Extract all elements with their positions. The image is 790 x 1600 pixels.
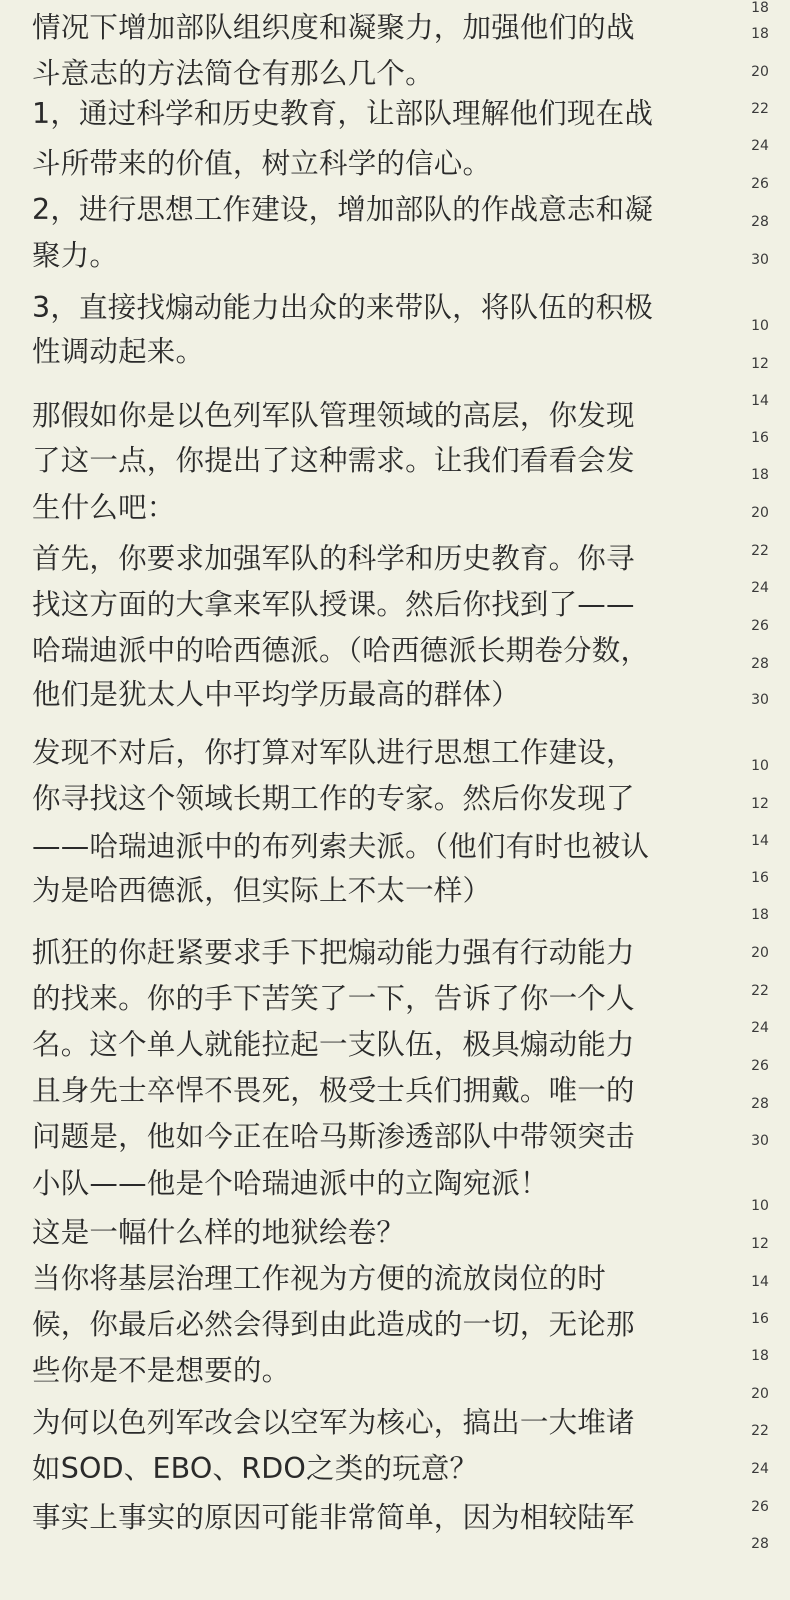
line-number: 28 — [751, 656, 769, 672]
line-number: 10 — [751, 758, 769, 774]
line-number: 10 — [751, 1198, 769, 1214]
line-number: 12 — [751, 356, 769, 372]
line-number: 24 — [751, 1461, 769, 1477]
line-number: 30 — [751, 1133, 769, 1149]
line-number: 30 — [751, 252, 769, 268]
text-line: 斗意志的方法简仓有那么几个。 — [32, 57, 434, 90]
text-line: 找这方面的大拿来军队授课。然后你找到了—— — [32, 588, 635, 621]
text-line: 1，通过科学和历史教育，让部队理解他们现在战 — [32, 97, 654, 130]
line-number: 16 — [751, 1311, 769, 1327]
line-number: 14 — [751, 393, 769, 409]
text-line: 的找来。你的手下苦笑了一下，告诉了你一个人 — [32, 982, 635, 1015]
line-number: 26 — [751, 1058, 769, 1074]
line-number: 28 — [751, 1096, 769, 1112]
line-number: 20 — [751, 505, 769, 521]
line-number: 18 — [751, 1348, 769, 1364]
text-line: 为是哈西德派，但实际上不太一样） — [32, 874, 492, 907]
text-line: 3，直接找煽动能力出众的来带队，将队伍的积极 — [32, 291, 654, 324]
text-line: 他们是犹太人中平均学历最高的群体） — [32, 678, 520, 711]
line-number: 18 — [751, 467, 769, 483]
line-number: 26 — [751, 1499, 769, 1515]
line-number: 20 — [751, 945, 769, 961]
line-number: 28 — [751, 1536, 769, 1552]
line-number: 10 — [751, 318, 769, 334]
text-line: 事实上事实的原因可能非常简单，因为相较陆军 — [32, 1501, 635, 1534]
line-number: 12 — [751, 1236, 769, 1252]
text-line: 哈瑞迪派中的哈西德派。（哈西德派长期卷分数， — [32, 634, 650, 667]
text-line: 如SOD、EBO、RDO之类的玩意？ — [32, 1452, 479, 1485]
text-line: 这是一幅什么样的地狱绘卷？ — [32, 1216, 406, 1249]
text-line: 2，进行思想工作建设，增加部队的作战意志和凝 — [32, 193, 654, 226]
line-number: 20 — [751, 64, 769, 80]
text-line: 斗所带来的价值，树立科学的信心。 — [32, 147, 492, 180]
text-line: 聚力。 — [32, 239, 119, 272]
text-line: 生什么吧： — [32, 491, 176, 524]
text-line: 问题是，他如今正在哈马斯渗透部队中带领突击 — [32, 1120, 635, 1153]
line-number: 28 — [751, 214, 769, 230]
text-line: 了这一点，你提出了这种需求。让我们看看会发 — [32, 444, 635, 477]
text-line: 且身先士卒悍不畏死，极受士兵们拥戴。唯一的 — [32, 1074, 635, 1107]
line-number: 14 — [751, 1274, 769, 1290]
line-number: 26 — [751, 176, 769, 192]
line-number: 18 — [751, 26, 769, 42]
text-line: 为何以色列军改会以空军为核心，搞出一大堆诸 — [32, 1406, 635, 1439]
text-line: 名。这个单人就能拉起一支队伍，极具煽动能力 — [32, 1028, 635, 1061]
line-number: 24 — [751, 580, 769, 596]
text-line: 小队——他是个哈瑞迪派中的立陶宛派！ — [32, 1167, 549, 1200]
line-number: 24 — [751, 138, 769, 154]
text-line: 候，你最后必然会得到由此造成的一切，无论那 — [32, 1308, 635, 1341]
text-line: ——哈瑞迪派中的布列索夫派。（他们有时也被认 — [32, 830, 650, 863]
line-number: 12 — [751, 796, 769, 812]
line-number: 16 — [751, 870, 769, 886]
text-line: 些你是不是想要的。 — [32, 1354, 291, 1387]
text-line: 抓狂的你赶紧要求手下把煽动能力强有行动能力 — [32, 936, 635, 969]
line-number: 26 — [751, 618, 769, 634]
line-number: 24 — [751, 1020, 769, 1036]
line-number: 16 — [751, 430, 769, 446]
line-number: 22 — [751, 543, 769, 559]
text-line: 你寻找这个领域长期工作的专家。然后你发现了 — [32, 782, 635, 815]
text-line: 情况下增加部队组织度和凝聚力，加强他们的战 — [32, 11, 635, 44]
line-number: 22 — [751, 983, 769, 999]
text-line: 发现不对后，你打算对军队进行思想工作建设， — [32, 736, 635, 769]
text-line: 那假如你是以色列军队管理领域的高层，你发现 — [32, 399, 635, 432]
line-number: 18 — [751, 907, 769, 923]
line-number: 20 — [751, 1386, 769, 1402]
line-number: 22 — [751, 1423, 769, 1439]
text-line: 性调动起来。 — [32, 335, 205, 368]
line-number: 30 — [751, 692, 769, 708]
line-number-gutter — [745, 0, 785, 1600]
text-line: 首先，你要求加强军队的科学和历史教育。你寻 — [32, 542, 635, 575]
line-number: 22 — [751, 101, 769, 117]
line-number: 18 — [751, 0, 769, 16]
text-line: 当你将基层治理工作视为方便的流放岗位的时 — [32, 1262, 607, 1295]
line-number: 14 — [751, 833, 769, 849]
